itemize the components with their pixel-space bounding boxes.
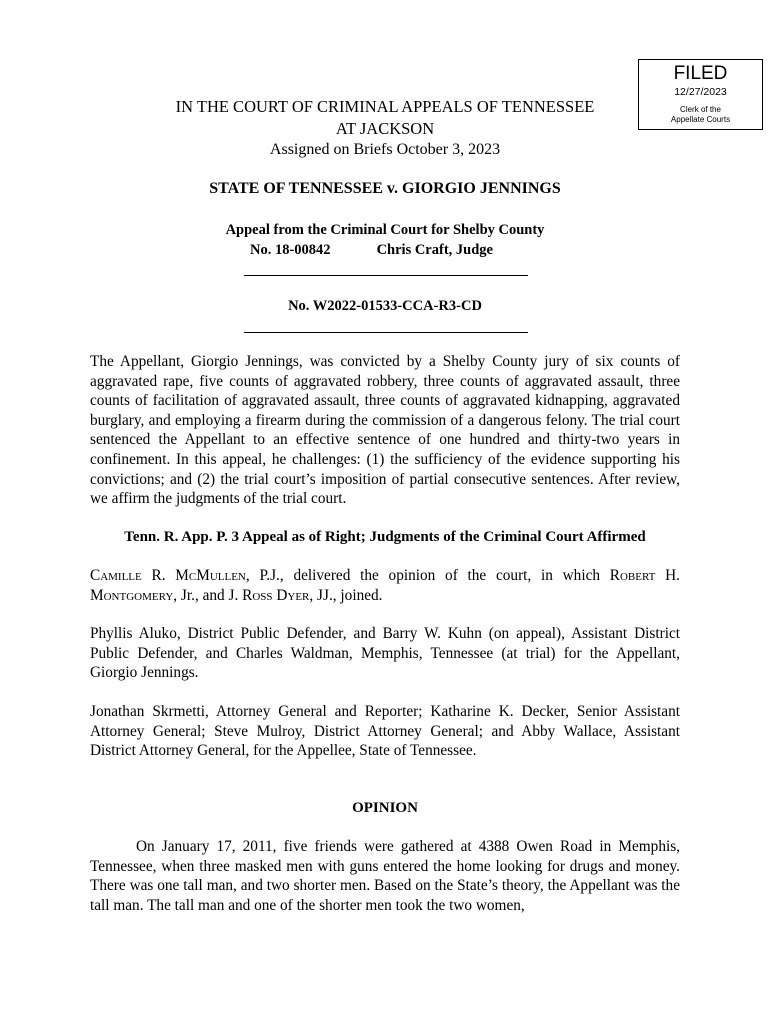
joined-judge-1: Robert H. Montgomery [90, 567, 681, 604]
author-title: , P.J., delivered the opinion of the court, in which [245, 567, 610, 584]
divider-top [244, 275, 528, 276]
opinion-heading: OPINION [352, 800, 418, 816]
filed-clerk-line2: Appellate Courts [670, 115, 731, 124]
filed-date: 12/27/2023 [674, 86, 727, 98]
appeal-from: Appeal from the Criminal Court for Shelby County [225, 222, 545, 238]
filed-label: FILED [673, 63, 728, 84]
authorship [90, 566, 680, 605]
trial-judge: Chris Craft, Judge [376, 242, 493, 258]
case-summary: The Appellant, Giorgio Jennings, was convicted by a Shelby County jury of six counts of aggravated rape, five counts of aggravated robbery, three counts of aggravated assault, three counts of facilitation of aggravated assault, three counts of aggravated kidnapping, aggravated burglary, and employing a firearm during the commission of a dangerous felony. The trial court sentenced the Appellant to an effective sentence of one hundred and thirty-two years in confinement. In this appeal, he challenges: (1) the sufficiency of the evidence supporting his convictions; and (2) the trial court’s imposition of partial consecutive sentences. After review, we affirm the judgments of the trial court. [90, 353, 680, 508]
trial-case-info [250, 240, 550, 260]
filed-clerk-line1: Clerk of the [680, 105, 721, 114]
divider-bottom [244, 332, 528, 333]
joined-judge-2-suffix: , JJ., joined. [309, 586, 383, 604]
docket-number: No. W2022-01533-CCA-R3-CD [288, 298, 482, 314]
case-caption: STATE OF TENNESSEE v. GIORGIO JENNINGS [209, 180, 561, 197]
assigned-date: Assigned on Briefs October 3, 2023 [269, 141, 501, 158]
court-location: AT JACKSON [335, 119, 435, 138]
appellee-counsel: Jonathan Skrmetti, Attorney General and Reporter; Katharine K. Decker, Senior Assistant Attorney General; Steve Mulroy, District Attorney General; and Abby Wallace, Assistant District Attorney General, for the Appellee, State of Tennessee. [90, 703, 680, 760]
opinion-paragraph: On January 17, 2011, five friends were gathered at 4388 Owen Road in Memphis, Tennessee, when three masked men with guns entered the home looking for drugs and money. There was one tall man, and two shorter men. Based on the State’s theory, the Appellant was the tall man. The tall man and one of the shorter men took the two women, [90, 838, 680, 914]
author-name: Camille R. McMullen [90, 567, 246, 584]
appellant-counsel: Phyllis Aluko, District Public Defender, and Barry W. Kuhn (on appeal), Assistant District Public Defender, and Charles Waldman, Memphis, Tennessee (at trial) for the Appellant, Giorgio Jennings. [90, 625, 680, 682]
court-name: IN THE COURT OF CRIMINAL APPEALS OF TENNESSEE [175, 97, 595, 116]
trial-number: No. 18-00842 [250, 242, 331, 258]
holding: Tenn. R. App. P. 3 Appeal as of Right; Judgments of the Criminal Court Affirmed [124, 529, 646, 545]
joined-judge-1-suffix: , Jr., and J. [173, 586, 243, 604]
joined-judge-2: Ross Dyer [242, 586, 310, 604]
